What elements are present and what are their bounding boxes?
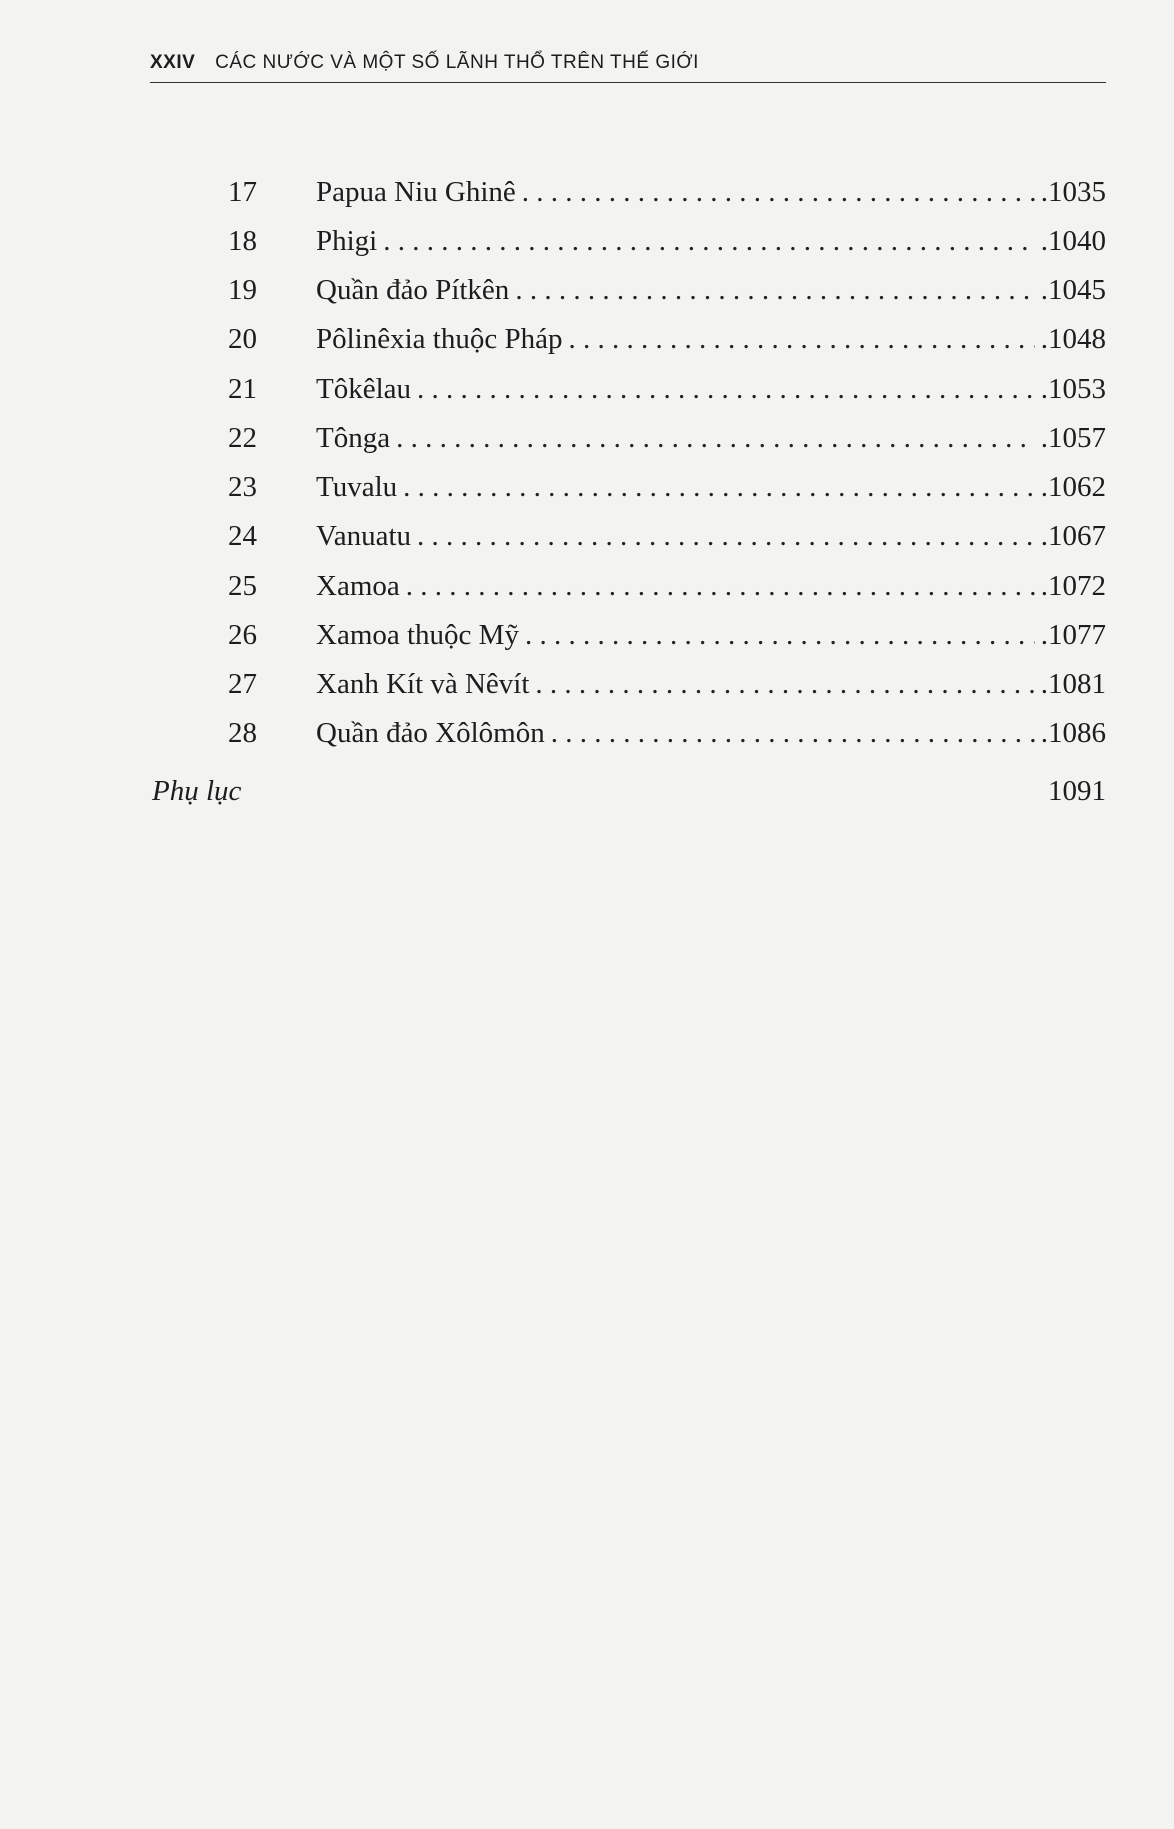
running-title: CÁC NƯỚC VÀ MỘT SỐ LÃNH THỔ TRÊN THẾ GIỚI [215, 52, 699, 73]
leader-dots [515, 274, 1034, 307]
toc-entry [228, 520, 1106, 560]
appendix-page: 1091 [1048, 775, 1106, 807]
entry-page: .1040 [1040, 225, 1106, 257]
entry-number: 18 [228, 225, 257, 257]
toc-entry [228, 373, 1106, 413]
toc-entry [228, 668, 1106, 708]
entry-title: Xamoa thuộc Mỹ [316, 619, 519, 651]
toc-entry [228, 471, 1106, 511]
entry-page: .1045 [1040, 274, 1106, 306]
entry-number: 28 [228, 717, 257, 749]
toc-entry [228, 323, 1106, 363]
entry-title: Xamoa [316, 570, 400, 602]
entry-title: Xanh Kít và Nêvít [316, 668, 530, 700]
entry-number: 23 [228, 471, 257, 503]
toc-entry [228, 176, 1106, 216]
toc-entry [228, 225, 1106, 265]
leader-dots [403, 471, 1035, 504]
entry-number: 17 [228, 176, 257, 208]
appendix-entry [152, 775, 1106, 815]
leader-dots [417, 520, 1035, 553]
entry-title: Papua Niu Ghinê [316, 176, 516, 208]
entry-title: Quần đảo Pítkên [316, 274, 510, 306]
entry-title: Tuvalu [316, 471, 398, 503]
entry-title: Tônga [316, 422, 391, 454]
toc-entry [228, 274, 1106, 314]
leader-dots [525, 619, 1035, 652]
entry-number: 21 [228, 373, 257, 405]
entry-number: 22 [228, 422, 257, 454]
entry-number: 27 [228, 668, 257, 700]
entry-page: .1067 [1040, 520, 1106, 552]
leader-dots [551, 717, 1035, 750]
leader-dots [396, 422, 1035, 455]
entry-number: 26 [228, 619, 257, 651]
leader-dots [383, 225, 1035, 258]
page-folio: XXIV [150, 52, 196, 73]
entry-number: 24 [228, 520, 257, 552]
toc-entry [228, 570, 1106, 610]
entry-title: Pôlinêxia thuộc Pháp [316, 323, 563, 355]
entry-page: .1062 [1040, 471, 1106, 503]
entry-number: 19 [228, 274, 257, 306]
entry-page: .1077 [1040, 619, 1106, 651]
entry-page: .1072 [1040, 570, 1106, 602]
leader-dots [568, 323, 1034, 356]
entry-title: Tôkêlau [316, 373, 412, 405]
entry-title: Quần đảo Xôlômôn [316, 717, 545, 749]
entry-title: Vanuatu [316, 520, 412, 552]
appendix-label: Phụ lục [152, 775, 242, 807]
entry-title: Phigi [316, 225, 378, 257]
entry-page: .1035 [1040, 176, 1106, 208]
leader-dots [535, 668, 1034, 701]
entry-page: .1057 [1040, 422, 1106, 454]
entry-number: 25 [228, 570, 257, 602]
leader-dots [417, 373, 1035, 406]
entry-page: .1048 [1040, 323, 1106, 355]
entry-number: 20 [228, 323, 257, 355]
entry-page: .1053 [1040, 373, 1106, 405]
entry-page: .1081 [1040, 668, 1106, 700]
entry-page: .1086 [1040, 717, 1106, 749]
toc-entry [228, 717, 1106, 757]
toc-entry [228, 619, 1106, 659]
leader-dots [406, 570, 1035, 603]
leader-dots [522, 176, 1035, 209]
running-head [150, 52, 1106, 83]
toc-entry [228, 422, 1106, 462]
